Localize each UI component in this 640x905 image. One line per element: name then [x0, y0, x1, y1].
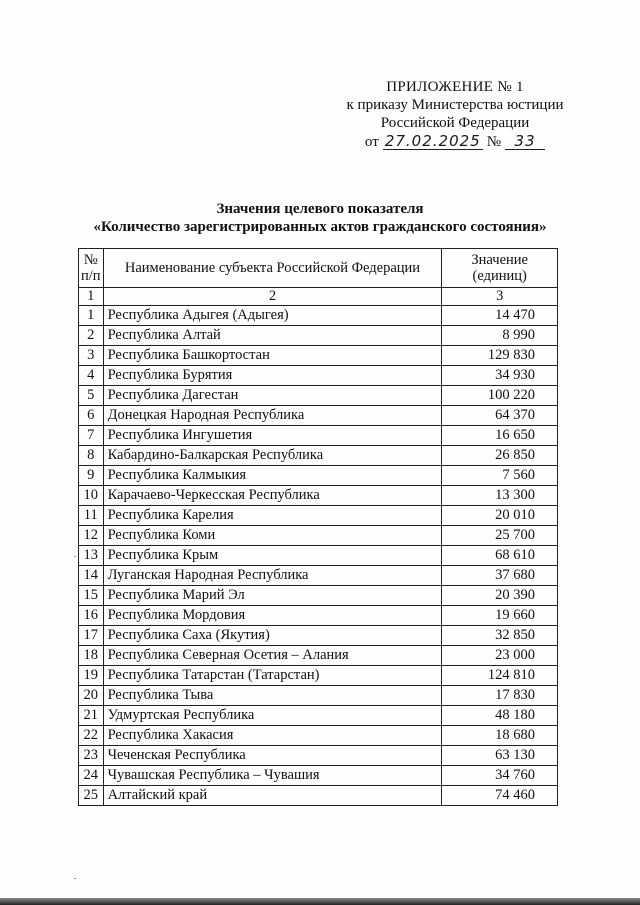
row-number: 4 [79, 366, 104, 386]
row-number: 17 [79, 626, 104, 646]
row-number: 20 [79, 686, 104, 706]
header-number-abbrev: п/п [81, 268, 101, 284]
handwritten-order-number: 33 [505, 133, 545, 150]
table-row [79, 566, 558, 586]
row-number: 12 [79, 526, 104, 546]
table-row [79, 706, 558, 726]
column-number-2: 2 [103, 288, 442, 306]
table-row [79, 646, 558, 666]
table-row [79, 526, 558, 546]
scan-bottom-edge [0, 898, 640, 905]
table-header-row [79, 249, 558, 288]
subject-value: 74 460 [442, 786, 558, 806]
subject-value: 32 850 [442, 626, 558, 646]
appendix-header [330, 78, 580, 151]
table-row [79, 386, 558, 406]
row-number: 16 [79, 606, 104, 626]
header-number-symbol: № [83, 252, 98, 268]
subject-value: 26 850 [442, 446, 558, 466]
subject-value: 34 930 [442, 366, 558, 386]
subject-value: 100 220 [442, 386, 558, 406]
subject-name: Алтайский край [103, 786, 442, 806]
row-number: 24 [79, 766, 104, 786]
subject-value: 25 700 [442, 526, 558, 546]
subject-name: Кабардино-Балкарская Республика [103, 446, 442, 466]
subject-name: Донецкая Народная Республика [103, 406, 442, 426]
subject-value: 48 180 [442, 706, 558, 726]
subject-name: Республика Саха (Якутия) [103, 626, 442, 646]
row-number: 21 [79, 706, 104, 726]
table-row [79, 686, 558, 706]
row-number: 11 [79, 506, 104, 526]
table-row [79, 366, 558, 386]
table-row [79, 786, 558, 806]
handwritten-date: 27.02.2025 [383, 133, 483, 150]
table-row [79, 726, 558, 746]
column-number-1: 1 [79, 288, 104, 306]
table-row [79, 506, 558, 526]
row-number: 13 [79, 546, 104, 566]
document-title-line-2: «Количество зарегистрированных актов гражданского состояния» [93, 219, 547, 235]
appendix-ministry-line: Российской Федерации [380, 115, 530, 131]
subject-name: Республика Бурятия [103, 366, 442, 386]
subject-name: Республика Татарстан (Татарстан) [103, 666, 442, 686]
scan-artifact [74, 878, 76, 879]
row-number: 22 [79, 726, 104, 746]
table-body [79, 306, 558, 806]
row-number: 25 [79, 786, 104, 806]
subject-value: 124 810 [442, 666, 558, 686]
table-row [79, 306, 558, 326]
date-prefix: от [364, 134, 379, 150]
subject-name: Карачаево-Черкесская Республика [103, 486, 442, 506]
subject-name: Чувашская Республика – Чувашия [103, 766, 442, 786]
table-row [79, 406, 558, 426]
table-row [79, 746, 558, 766]
header-value-label: Значение [471, 252, 528, 268]
subject-value: 23 000 [442, 646, 558, 666]
order-date-number-line [330, 133, 580, 151]
subject-name: Республика Тыва [103, 686, 442, 706]
document-title [60, 200, 580, 236]
subject-name: Республика Ингушетия [103, 426, 442, 446]
subject-value: 18 680 [442, 726, 558, 746]
header-number [79, 249, 104, 288]
table-row [79, 626, 558, 646]
subject-value: 7 560 [442, 466, 558, 486]
subject-value: 63 130 [442, 746, 558, 766]
subject-name: Республика Башкортостан [103, 346, 442, 366]
subject-name: Республика Северная Осетия – Алания [103, 646, 442, 666]
table-row [79, 346, 558, 366]
table-row [79, 446, 558, 466]
row-number: 8 [79, 446, 104, 466]
row-number: 18 [79, 646, 104, 666]
row-number: 23 [79, 746, 104, 766]
appendix-order-line: к приказу Министерства юстиции [346, 97, 564, 113]
row-number: 2 [79, 326, 104, 346]
subject-name: Республика Карелия [103, 506, 442, 526]
column-number-3: 3 [442, 288, 558, 306]
appendix-title: ПРИЛОЖЕНИЕ № 1 [386, 79, 524, 95]
row-number: 7 [79, 426, 104, 446]
table-row [79, 766, 558, 786]
subject-name: Луганская Народная Республика [103, 566, 442, 586]
header-subject-name: Наименование субъекта Российской Федерации [103, 249, 442, 288]
table-row [79, 666, 558, 686]
subject-name: Республика Крым [103, 546, 442, 566]
row-number: 3 [79, 346, 104, 366]
table-row [79, 326, 558, 346]
subject-value: 17 830 [442, 686, 558, 706]
row-number: 14 [79, 566, 104, 586]
subject-name: Чеченская Республика [103, 746, 442, 766]
row-number: 6 [79, 406, 104, 426]
header-value-unit: (единиц) [472, 268, 527, 284]
subject-name: Республика Адыгея (Адыгея) [103, 306, 442, 326]
table-row [79, 466, 558, 486]
row-number: 5 [79, 386, 104, 406]
subject-value: 64 370 [442, 406, 558, 426]
row-number: 19 [79, 666, 104, 686]
subject-value: 34 760 [442, 766, 558, 786]
subject-value: 14 470 [442, 306, 558, 326]
table-row [79, 426, 558, 446]
subject-name: Республика Алтай [103, 326, 442, 346]
subject-value: 20 010 [442, 506, 558, 526]
subject-name: Республика Дагестан [103, 386, 442, 406]
document-title-line-1: Значения целевого показателя [216, 201, 424, 217]
subject-value: 37 680 [442, 566, 558, 586]
subject-name: Удмуртская Республика [103, 706, 442, 726]
subject-value: 13 300 [442, 486, 558, 506]
number-prefix: № [486, 134, 502, 150]
table-row [79, 586, 558, 606]
target-values-table [78, 248, 558, 806]
subject-value: 68 610 [442, 546, 558, 566]
subject-name: Республика Мордовия [103, 606, 442, 626]
subject-name: Республика Хакасия [103, 726, 442, 746]
subject-value: 16 650 [442, 426, 558, 446]
row-number: 10 [79, 486, 104, 506]
table-row [79, 546, 558, 566]
subject-name: Республика Марий Эл [103, 586, 442, 606]
row-number: 9 [79, 466, 104, 486]
row-number: 1 [79, 306, 104, 326]
table-row [79, 486, 558, 506]
column-number-row [79, 288, 558, 306]
subject-value: 19 660 [442, 606, 558, 626]
subject-name: Республика Коми [103, 526, 442, 546]
row-number: 15 [79, 586, 104, 606]
scan-artifact [74, 556, 76, 557]
subject-name: Республика Калмыкия [103, 466, 442, 486]
header-value [442, 249, 558, 288]
subject-value: 8 990 [442, 326, 558, 346]
subject-value: 20 390 [442, 586, 558, 606]
subject-value: 129 830 [442, 346, 558, 366]
table-row [79, 606, 558, 626]
